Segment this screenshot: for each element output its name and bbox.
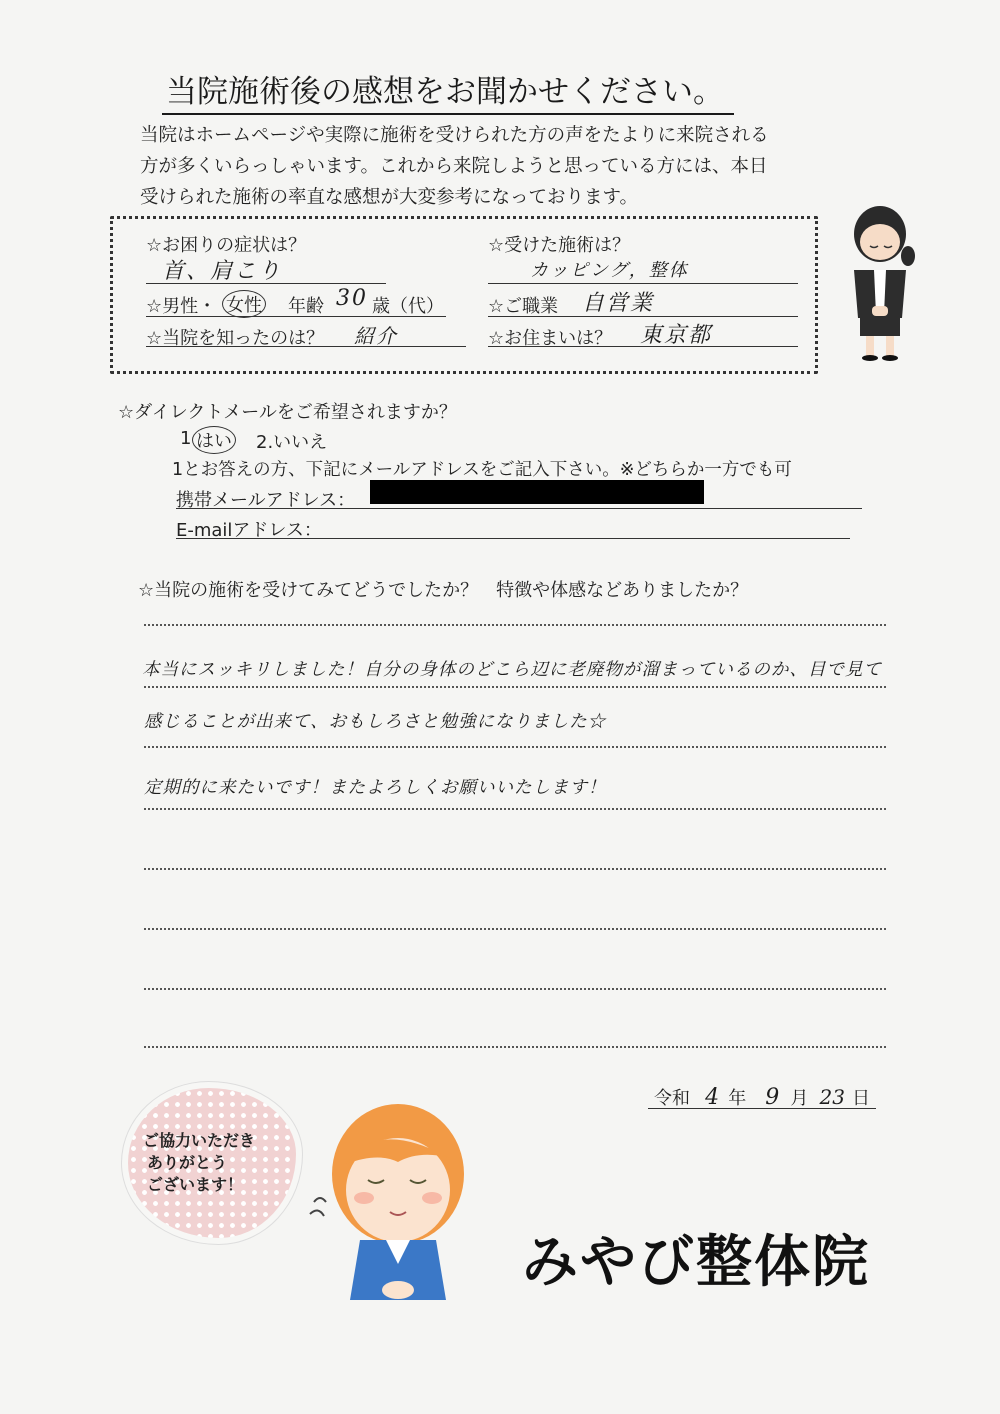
dm-question: ☆ダイレクトメールをご希望されますか？ bbox=[118, 402, 457, 423]
treatment-label: ☆受けた施術は？ bbox=[488, 235, 631, 256]
job-underline bbox=[488, 316, 798, 317]
ruled-line bbox=[144, 686, 886, 688]
page-title: 当院施術後の感想をお聞かせください。 bbox=[162, 66, 734, 115]
gender-underline bbox=[146, 316, 446, 317]
intro-line: 当院はホームページや実際に施術を受けられた方の声をたよりに来院される bbox=[140, 125, 769, 146]
staff-face bbox=[860, 224, 900, 260]
feedback-question: ☆当院の施術を受けてみてどうでしたか？ 特徴や体感などありましたか？ bbox=[138, 580, 749, 601]
job-value[interactable]: 自営業 bbox=[582, 291, 655, 316]
redacted-mobile-email bbox=[370, 480, 704, 504]
date-field bbox=[654, 1084, 870, 1110]
bubble-line: ありがとう bbox=[147, 1153, 228, 1172]
intro-line: 方が多くいらっしゃいます。これから来院しようと思っている方には、本日 bbox=[140, 156, 768, 177]
intro-text bbox=[140, 120, 860, 213]
feedback-line-2[interactable]: 感じることが出来て、おもしろさと勉強になりました☆ bbox=[144, 712, 607, 732]
age-unit: 歳（代） bbox=[372, 296, 444, 317]
age-label: 年齢 bbox=[288, 296, 324, 317]
symptoms-underline bbox=[146, 283, 386, 284]
receptionist-bowing-illustration bbox=[306, 1094, 476, 1304]
dm-option-yes-circled[interactable]: はい bbox=[192, 426, 236, 454]
treatment-value[interactable]: カッピング，整体 bbox=[530, 260, 689, 281]
source-value[interactable]: 紹介 bbox=[354, 324, 398, 348]
dm-instruction: 1とお答えの方、下記にメールアドレスをご記入下さい。※どちらか一方でも可 bbox=[172, 460, 792, 480]
ruled-line bbox=[144, 624, 886, 626]
ruled-line bbox=[144, 928, 886, 930]
date-day[interactable]: 23 bbox=[819, 1085, 845, 1109]
mobile-email-label: 携帯メールアドレス： bbox=[176, 490, 356, 511]
dm-option1-number: 1 bbox=[180, 428, 192, 449]
ruled-line bbox=[144, 868, 886, 870]
ruled-line bbox=[144, 746, 886, 748]
intro-line: 受けられた施術の率直な感想が大変参考になっております。 bbox=[140, 187, 639, 208]
date-month[interactable]: 9 bbox=[765, 1085, 782, 1110]
gender-female-circled[interactable]: 女性 bbox=[222, 290, 266, 318]
date-era: 令和 bbox=[654, 1088, 690, 1109]
clinic-logo: みやび整体院 bbox=[522, 1229, 870, 1295]
source-underline bbox=[146, 346, 466, 347]
date-year-unit: 年 bbox=[728, 1088, 747, 1109]
mobile-email-underline bbox=[176, 508, 862, 509]
feedback-line-3[interactable]: 定期的に来たいです！またよろしくお願いいたします！ bbox=[144, 778, 607, 798]
ruled-line bbox=[144, 808, 886, 810]
email-label: E-mailアドレス： bbox=[176, 520, 322, 541]
job-label: ☆ご職業 bbox=[488, 296, 559, 317]
symptoms-label: ☆お困りの症状は？ bbox=[146, 235, 307, 256]
date-year[interactable]: 4 bbox=[705, 1085, 722, 1110]
gender-male-label: ☆男性・ bbox=[146, 296, 217, 317]
thanks-bubble-text bbox=[143, 1130, 255, 1196]
residence-label: ☆お住まいは？ bbox=[488, 328, 613, 349]
bubble-line: ご協力いただき bbox=[143, 1131, 256, 1150]
email-underline bbox=[176, 538, 850, 539]
feedback-line-1[interactable]: 本当にスッキリしました！自分の身体のどこら辺に老廃物が溜まっているのか、目で見て bbox=[142, 660, 882, 680]
symptoms-value[interactable]: 首、肩こり bbox=[162, 259, 283, 284]
age-value[interactable]: 30 bbox=[336, 286, 368, 311]
date-underline bbox=[648, 1108, 876, 1109]
bubble-line: ございます！ bbox=[147, 1175, 244, 1194]
residence-underline bbox=[488, 346, 798, 347]
ruled-line bbox=[144, 1046, 886, 1048]
staff-bowing-illustration bbox=[838, 196, 922, 362]
treatment-underline bbox=[488, 283, 798, 284]
residence-value[interactable]: 東京都 bbox=[640, 323, 713, 348]
dm-option-no[interactable]: 2.いいえ bbox=[256, 432, 328, 453]
date-month-unit: 月 bbox=[790, 1088, 809, 1109]
source-label: ☆当院を知ったのは？ bbox=[146, 328, 325, 349]
ruled-line bbox=[144, 988, 886, 990]
date-day-unit: 日 bbox=[852, 1088, 871, 1109]
